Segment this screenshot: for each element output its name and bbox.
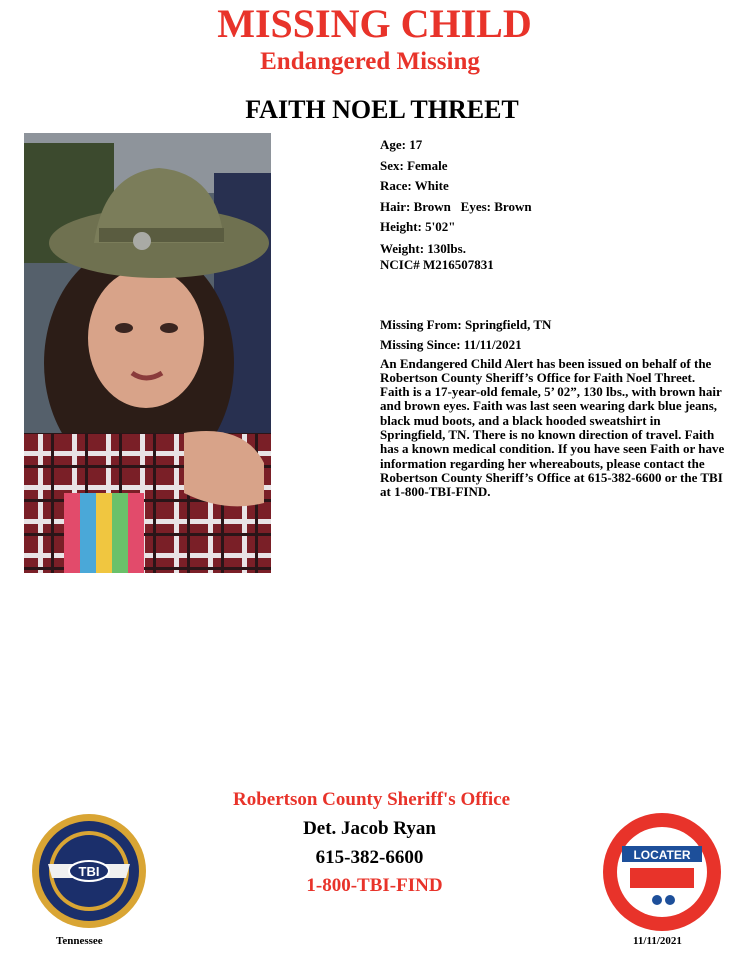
detective-name: Det. Jacob Ryan [303,818,436,839]
locater-label: LOCATER [633,848,691,862]
missing-from-field: Missing From: Springfield, TN [380,316,552,332]
locater-logo-icon [602,812,722,932]
poster-title: MISSING CHILD [217,1,532,46]
ncic-field: NCIC# M216507831 [380,256,494,272]
hair-eyes-row [380,197,725,218]
tbi-hotline: 1-800-TBI-FIND [306,875,443,896]
missing-since-field: Missing Since: 11/11/2021 [380,337,522,352]
state-caption: Tennessee [56,935,103,947]
sex-field: Sex: Female [380,157,448,173]
agency-phone: 615-382-6600 [315,847,424,868]
details-panel [380,135,725,499]
race-field: Race: White [380,178,449,193]
tbi-seal-icon [30,812,148,930]
portrait-image [24,133,271,573]
tbi-seal-label: TBI [78,864,100,879]
age-field: Age: 17 [380,137,423,152]
eyes-field: Eyes: Brown [460,198,532,214]
date-caption: 11/11/2021 [633,935,682,947]
poster-subtitle: Endangered Missing [260,48,480,75]
height-field: Height: 5'02" [380,219,456,234]
weight-field: Weight: 130lbs. [380,240,466,256]
alert-description: An Endangered Child Alert has been issued on behalf of the Robertson County Sheriff’s Office for Faith Noel Threet. Faith is a 17-year-old female, 5’ 02”, 130 lbs., with brown hair and brown eyes. Faith was last seen wearing dark blue jeans, black mud boots, and a black hooded sweatshirt in Springfield, TN. There is no known direction of travel. Faith has a known medical condition. If you have seen Faith or have information regarding her whereabouts, please contact the Robertson County Sheriff’s Office at 615-382-6600 or the TBI at 1-800-TBI-FIND. [380,355,725,500]
agency-name: Robertson County Sheriff's Office [232,789,511,810]
missing-person-name: FAITH NOEL THREET [245,95,519,124]
hair-field: Hair: Brown [380,198,451,214]
missing-person-photo [24,133,271,573]
